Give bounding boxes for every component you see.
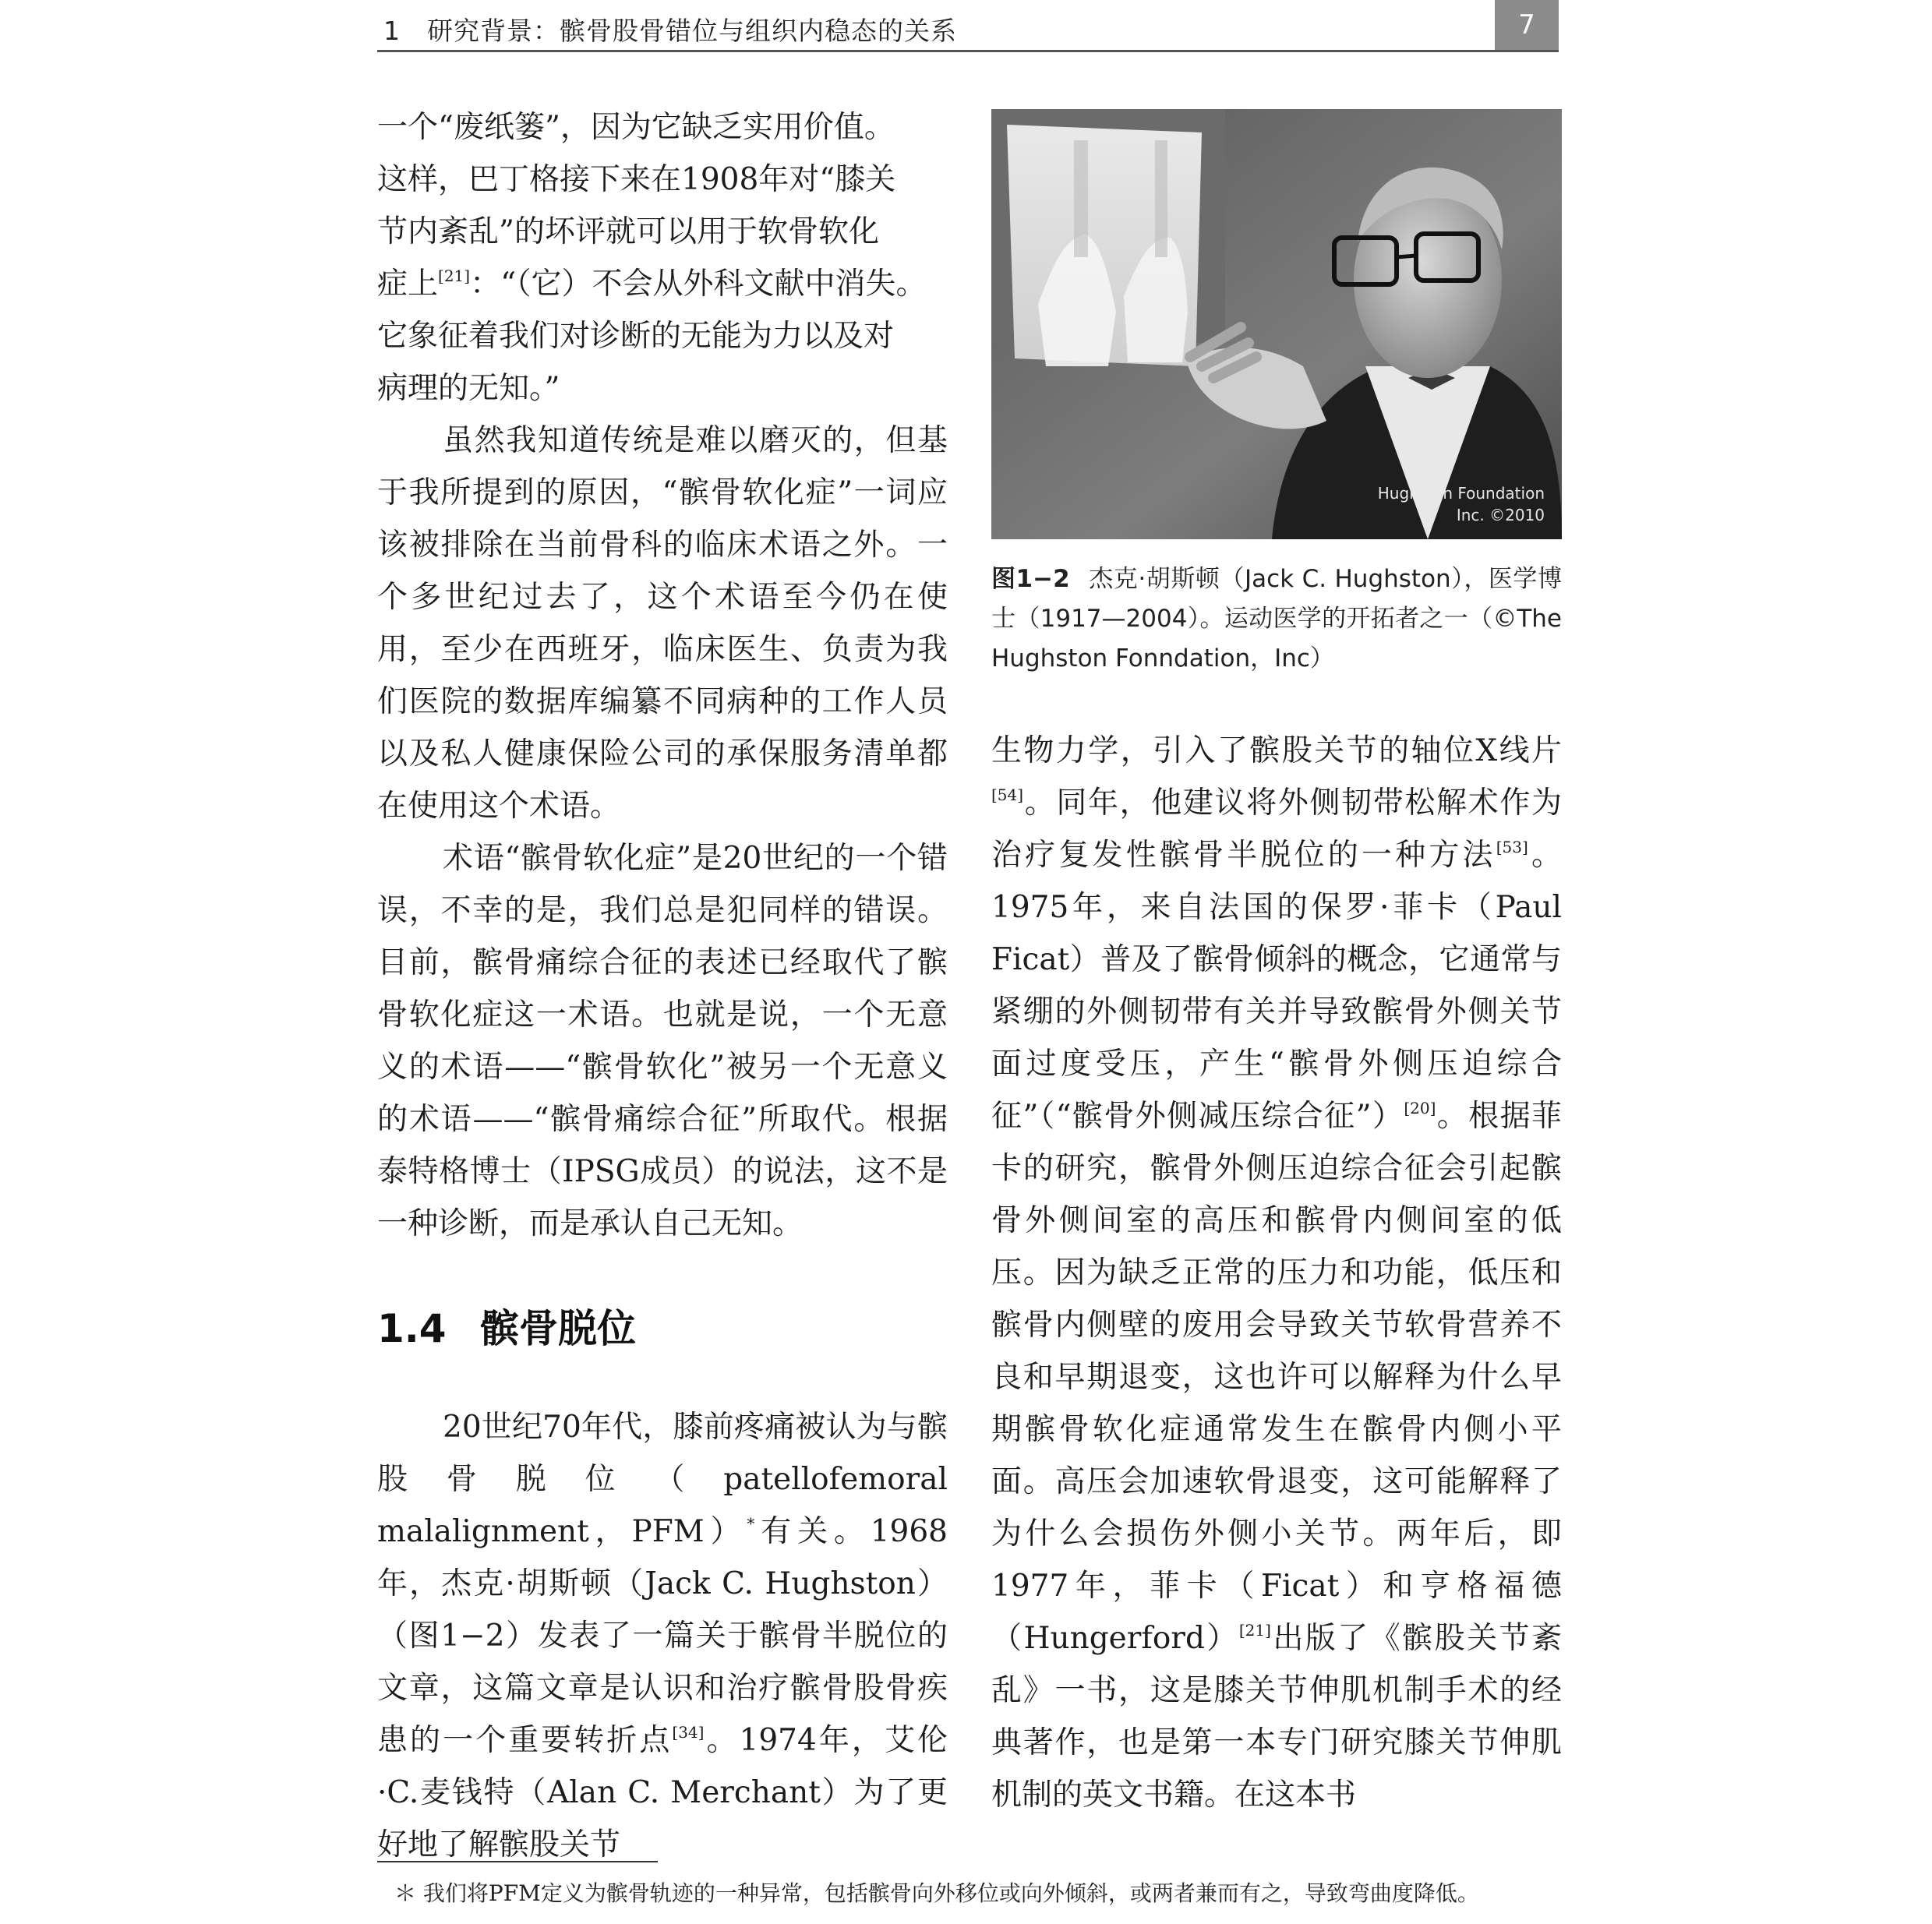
citation-ref: [21]	[438, 267, 471, 285]
paragraph-continued: 一个“废纸篓”，因为它缺乏实用价值。 这样，巴丁格接下来在1908年对“膝关 节内紊乱”的坏评就可以用于软骨软化 症上[21]：“（它）不会从外科文献中消失。 它象征着我们对诊断的无能为力以及对 病理的无知。”	[377, 110, 927, 406]
section-title: 髌骨脱位	[480, 1306, 636, 1351]
citation-ref: [21]	[1238, 1621, 1271, 1640]
citation-ref: [54]	[991, 785, 1024, 804]
header-title: 1 研究背景：髌骨股骨错位与组织内稳态的关系	[383, 16, 957, 46]
figure-photo	[991, 109, 1562, 539]
figure-caption	[991, 560, 1562, 679]
figure-caption-text: 杰克·胡斯顿（Jack C. Hughston），医学博士（1917—2004）。运动医学的开拓者之一（©The Hughston Fonndation，Inc）	[991, 565, 1562, 673]
photo-watermark-line1: Hughston Foundation	[1377, 484, 1545, 503]
paragraph-continued: 生物力学，引入了髌股关节的轴位X线片[54]。同年，他建议将外侧韧带松解术作为治疗复发性髌骨半脱位的一种方法[53]。1975年，来自法国的保罗·菲卡（Paul Ficat）普及了髌骨倾斜的概念，它通常与紧绷的外侧韧带有关并导致髌骨外侧关节面过度受压，产生“髌骨外侧压迫综合征”（“髌骨外侧减压综合征”）[20]。根据菲卡的研究，髌骨外侧压迫综合征会引起髌骨外侧间室的高压和髌骨内侧间室的低压。因为缺乏正常的压力和功能，低压和髌骨内侧壁的废用会导致关节软骨营养不良和早期退变，这也许可以解释为什么早期髌骨软化症通常发生在髌骨内侧小平面。高压会加速软骨退变，这可能解释了为什么会损伤外侧小关节。两年后，即1977年，菲卡（Ficat）和亨格福德（Hungerford）[21]出版了《髌股关节紊乱》一书，这是膝关节伸肌机制手术的经典著作，也是第一本专门研究膝关节伸肌机制的英文书籍。在这本书	[991, 733, 1562, 1813]
citation-ref: [53]	[1496, 838, 1528, 856]
footnote-marker: *	[747, 1514, 755, 1533]
footnote: ＊ 我们将PFM定义为髌骨轨迹的一种异常，包括髌骨向外移位或向外倾斜，或两者兼而有之，导致弯曲度降低。	[394, 1880, 1479, 1906]
portrait-illustration	[991, 109, 1562, 539]
paragraph: 术语“髌骨软化症”是20世纪的一个错误，不幸的是，我们总是犯同样的错误。目前，髌骨痛综合征的表述已经取代了髌骨软化症这一术语。也就是说，一个无意义的术语——“髌骨软化”被另一个无意义的术语——“髌骨痛综合征”所取代。根据泰特格博士（IPSG成员）的说法，这不是一种诊断，而是承认自己无知。	[377, 841, 948, 1241]
running-header	[377, 0, 1559, 52]
section-heading	[377, 1297, 636, 1354]
figure-label: 图1−2	[991, 565, 1070, 593]
citation-ref: [20]	[1404, 1099, 1436, 1117]
left-column-bottom	[377, 1401, 948, 1871]
paragraph: 20世纪70年代，膝前疼痛被认为与髌股骨脱位（patellofemoral malalignment，PFM）*有关。1968年，杰克·胡斯顿（Jack C. Hughston）（图1−2）发表了一篇关于髌骨半脱位的文章，这篇文章是认识和治疗髌骨股骨疾患的一个重要转折点[34]。1974年，艾伦·C.麦钱特（Alan C. Merchant）为了更好地了解髌股关节	[377, 1410, 948, 1862]
right-column	[991, 725, 1562, 1821]
paragraph: 虽然我知道传统是难以磨灭的，但基于我所提到的原因，“髌骨软化症”一词应该被排除在当前骨科的临床术语之外。一个多世纪过去了，这个术语至今仍在使用，至少在西班牙，临床医生、负责为我们医院的数据库编纂不同病种的工作人员以及私人健康保险公司的承保服务清单都在使用这个术语。	[377, 423, 948, 824]
left-column-top	[377, 101, 948, 1250]
section-number: 1.4	[377, 1306, 447, 1351]
photo-watermark-line2: Inc. ©2010	[1456, 506, 1545, 524]
footnote-rule	[377, 1861, 658, 1862]
page-number: 7	[1495, 0, 1559, 50]
citation-ref: [34]	[672, 1723, 705, 1742]
